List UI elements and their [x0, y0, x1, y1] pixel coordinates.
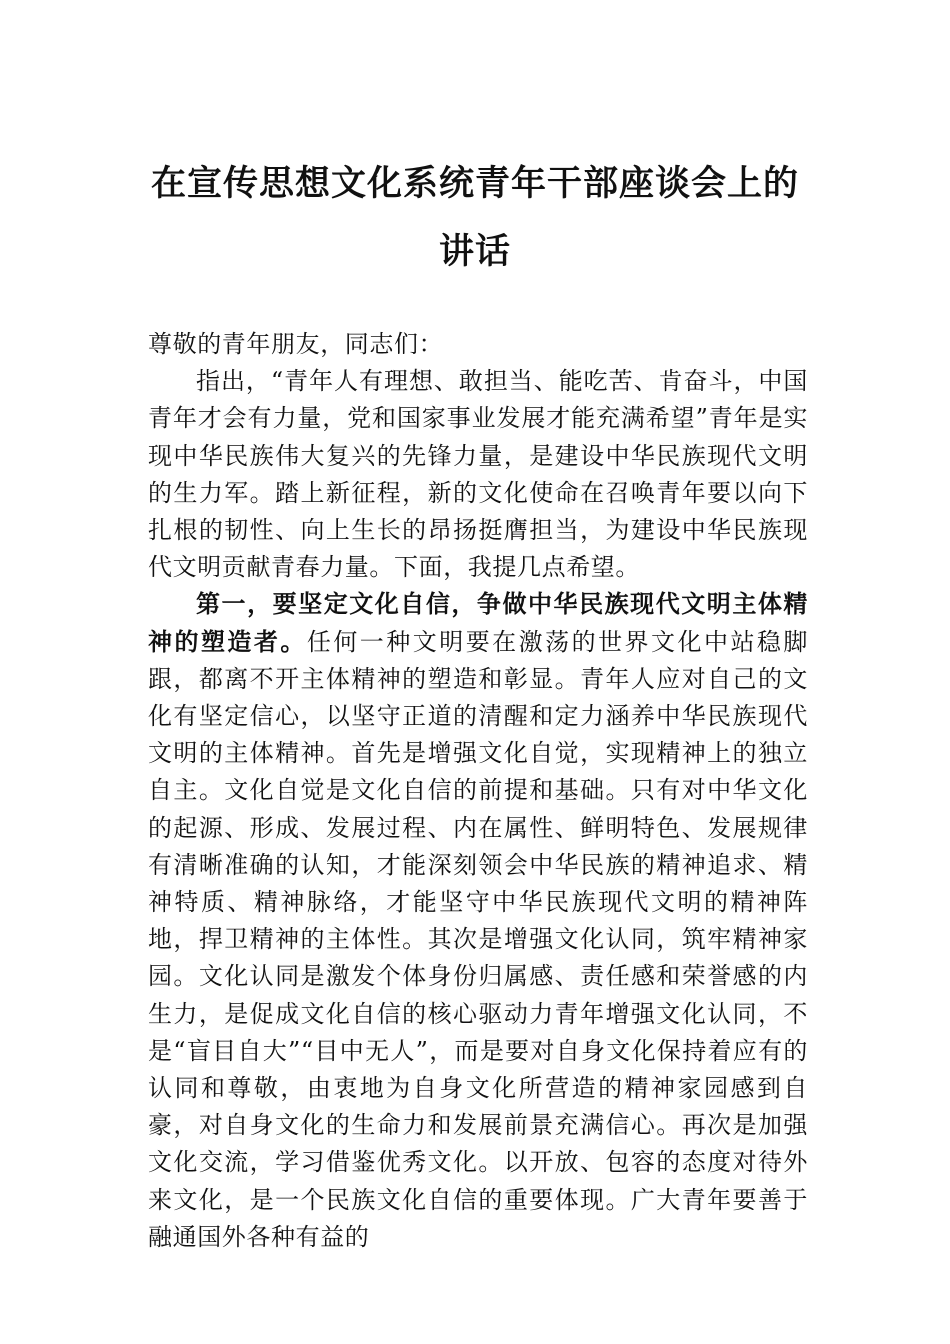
paragraph-2 [148, 586, 808, 1256]
paragraph-2-heading: 第一，要坚定文化自信，争做中华民族现代文明主体精神的塑造者。 [148, 590, 808, 656]
paragraph-1: 指出，“青年人有理想、敢担当、能吃苦、肯奋斗，中国青年才会有力量，党和国家事业发展才能充满希望”青年是实现中华民族伟大复兴的先锋力量，是建设中华民族现代文明的生力军。踏上新征程，新的文化使命在召唤青年要以向下扎根的韧性、向上生长的昂扬挺膺担当，为建设中华民族现代文明贡献青春力量。下面，我提几点希望。 [148, 367, 808, 582]
document-body [148, 326, 808, 1256]
paragraph-2-body: 任何一种文明要在激荡的世界文化中站稳脚跟，都离不开主体精神的塑造和彰显。青年人应对自己的文化有坚定信心，以坚守正道的清醒和定力涵养中华民族现代文明的主体精神。首先是增强文化自觉，实现精神上的独立自主。文化自觉是文化自信的前提和基础。只有对中华文化的起源、形成、发展过程、内在属性、鲜明特色、发展规律有清晰准确的认知，才能深刻领会中华民族的精神追求、精神特质、精神脉络，才能坚守中华民族现代文明的精神阵地，捍卫精神的主体性。其次是增强文化认同，筑牢精神家园。文化认同是激发个体身份归属感、责任感和荣誉感的内生力，是促成文化自信的核心驱动力青年增强文化认同，不是“盲目自大”“目中无人”，而是要对自身文化保持着应有的认同和尊敬，由衷地为自身文化所营造的精神家园感到自豪，对自身文化的生命力和发展前景充满信心。再次是加强文化交流，学习借鉴优秀文化。以开放、包容的态度对待外来文化，是一个民族文化自信的重要体现。广大青年要善于融通国外各种有益的 [148, 627, 808, 1251]
document-title-line-1: 在宣传思想文化系统青年干部座谈会上的 [150, 164, 799, 204]
salutation: 尊敬的青年朋友，同志们： [148, 330, 444, 358]
document-title-line-2: 讲话 [438, 232, 511, 272]
